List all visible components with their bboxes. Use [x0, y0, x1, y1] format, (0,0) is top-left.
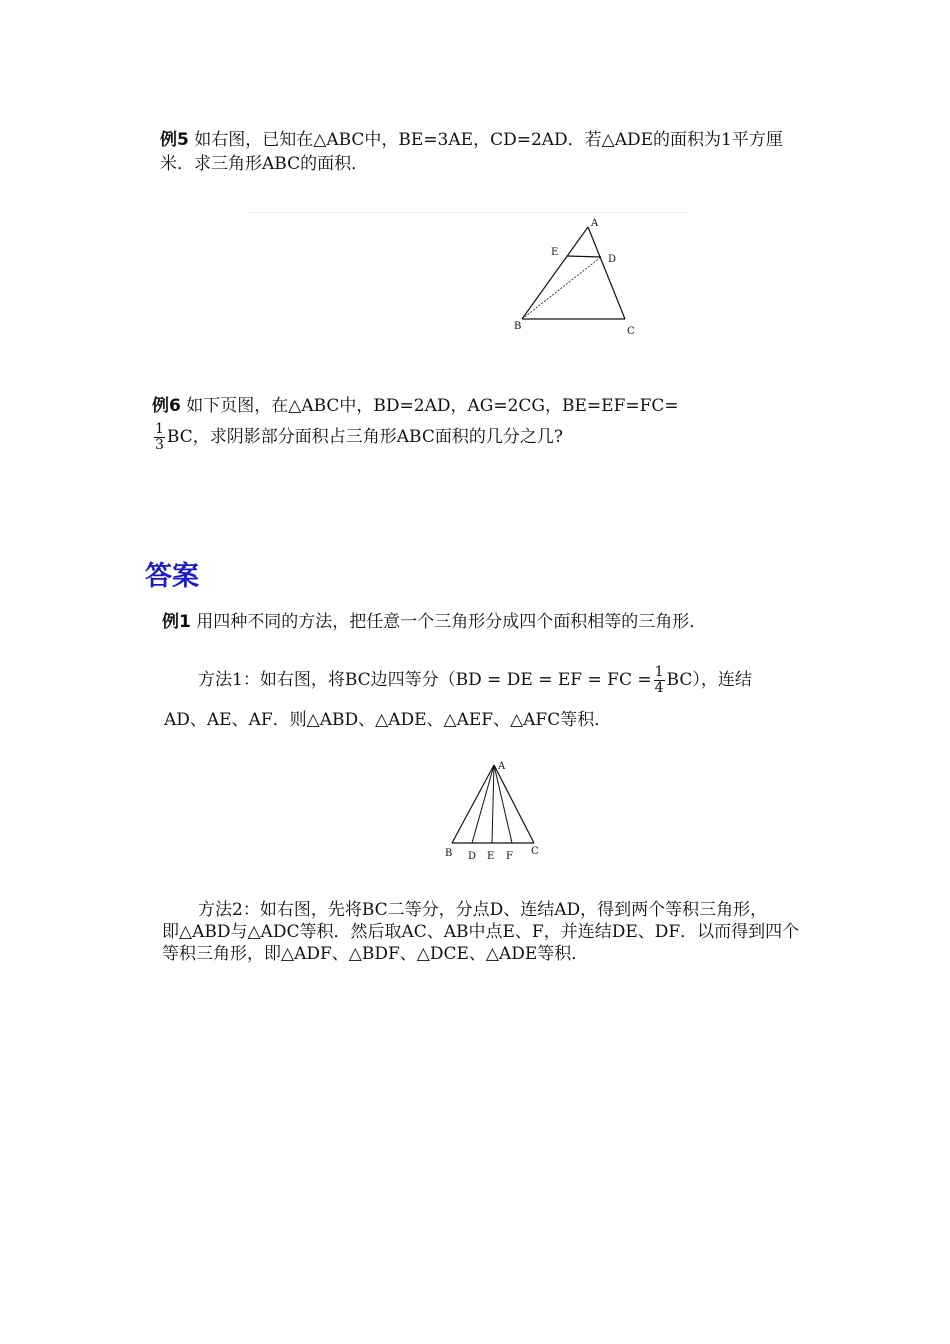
- side-AC: [494, 765, 534, 843]
- ex5-label: 例5: [160, 130, 189, 150]
- ex6-frac-num: 1: [155, 421, 164, 437]
- ex6-frac-den: 3: [155, 437, 164, 453]
- method1-line1: [198, 660, 752, 700]
- ans-ex1-label: 例1: [162, 612, 191, 632]
- side-AB: [522, 227, 588, 319]
- method2-line3: 等积三角形，即△ADF、△BDF、△DCE、△ADE等积．: [162, 944, 589, 964]
- method1-text-a: 方法1：如右图，将BC边四等分（BD = DE = EF = FC =: [198, 670, 652, 690]
- method2-line1: 方法2：如右图，先将BC二等分，分点D、连结AD，得到两个等积三角形，: [198, 900, 768, 920]
- ex6-label: 例6: [152, 396, 181, 416]
- side-AB: [452, 765, 494, 843]
- segment-AE: [492, 765, 494, 843]
- label-F: F: [506, 851, 513, 862]
- ex6-line1: [152, 394, 679, 418]
- label-D: D: [468, 851, 477, 862]
- method1-line2: AD、AE、AF．则△ABD、△ADE、△AEF、△AFC等积．: [164, 710, 612, 730]
- label-D: D: [608, 254, 617, 265]
- ex6-line2: [152, 420, 563, 454]
- ex5-line2: 米．求三角形ABC的面积．: [160, 154, 369, 174]
- method1-triangle-figure: [440, 755, 550, 865]
- segment-BD: [522, 257, 601, 319]
- method1-frac-num: 1: [654, 664, 664, 680]
- method1-fraction: [654, 665, 665, 696]
- label-B: B: [514, 321, 522, 332]
- label-C: C: [627, 326, 635, 337]
- answer-heading: 答案: [145, 561, 199, 592]
- method1-text-b: BC），连结: [666, 670, 752, 690]
- ex6-fraction: [154, 422, 165, 453]
- method1-frac-den: 4: [654, 680, 664, 696]
- label-E: E: [551, 247, 559, 258]
- label-C: C: [531, 846, 539, 857]
- label-A: A: [498, 761, 506, 772]
- label-A: A: [591, 218, 599, 229]
- side-AC: [588, 227, 625, 319]
- ex5-line1: [160, 128, 783, 152]
- label-E: E: [487, 851, 495, 862]
- ex5-text-1: 如右图，已知在△ABC中，BE=3AE，CD=2AD．若△ADE的面积为1平方厘: [194, 130, 783, 150]
- ex6-text-2: BC，求阴影部分面积占三角形ABC面积的几分之几?: [166, 427, 563, 447]
- ans-ex1-line: [162, 610, 706, 634]
- segment-AD: [472, 765, 494, 843]
- ans-ex1-text: 用四种不同的方法，把任意一个三角形分成四个面积相等的三角形．: [196, 612, 707, 632]
- method2-line2: 即△ABD与△ADC等积．然后取AC、AB中点E、F，并连结DE、DF．以而得到四个: [162, 922, 800, 942]
- segment-ED: [567, 256, 601, 257]
- label-B: B: [445, 848, 453, 859]
- ex5-triangle-figure: [505, 210, 645, 340]
- ex6-text-1: 如下页图，在△ABC中，BD=2AD，AG=2CG，BE=EF=FC=: [186, 396, 679, 416]
- segment-AF: [494, 765, 512, 843]
